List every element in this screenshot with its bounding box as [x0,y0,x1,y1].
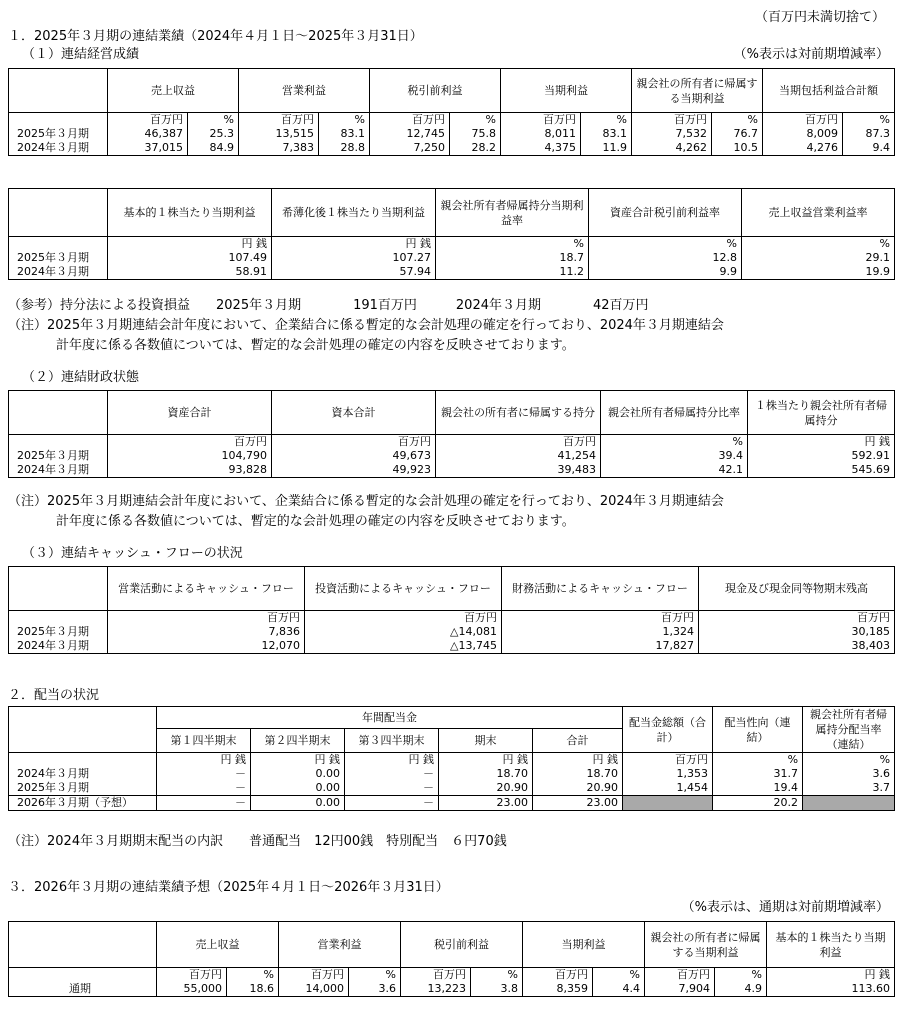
shaded-cell [623,796,713,811]
unit-cell: 百万円 [239,113,319,128]
value-cell: 23.00 [439,796,533,811]
table-header-row [9,922,895,968]
sub2-title: （２）連結財政状態 [22,370,140,385]
table-header-row [9,391,895,435]
value-cell: 0.00 [251,781,345,796]
column-header: 営業活動によるキャッシュ・フロー [108,567,305,611]
value-cell: 83.1 [581,127,632,141]
unit-cell: 円 銭 [533,753,623,768]
value-cell: 4,262 [632,141,712,156]
table-row [9,265,895,280]
unit-cell: 百万円 [436,435,601,450]
value-cell: 28.2 [450,141,501,156]
value-cell: 1,353 [623,767,713,781]
value-cell: 7,904 [645,982,715,997]
column-header: 営業利益 [279,922,401,968]
value-cell: 9.4 [843,141,895,156]
value-cell: － [157,796,251,811]
column-header: 期末 [439,728,533,752]
financial-position-table [8,390,895,478]
column-header: 税引前利益 [370,69,501,113]
value-cell: 19.9 [742,265,895,280]
value-cell: △13,745 [305,639,502,654]
unit-cell: 円 銭 [272,237,436,252]
unit-cell: 円 銭 [439,753,533,768]
unit-row [9,237,895,252]
dividends-table [8,706,895,811]
value-cell: 592.91 [748,449,895,463]
column-header: 第１四半期末 [157,728,251,752]
value-cell: 38,403 [699,639,895,654]
value-cell: 12,745 [370,127,450,141]
shaded-cell [803,796,895,811]
value-cell: 1,454 [623,781,713,796]
unit-cell: 円 銭 [748,435,895,450]
unit-cell: 百万円 [502,611,699,626]
row-label: 2024年３月期 [9,141,108,156]
unit-cell: % [593,968,645,983]
corner-cell [9,391,108,435]
value-cell: 20.2 [713,796,803,811]
unit-cell: 百万円 [699,611,895,626]
unit-cell: % [227,968,279,983]
value-cell: 46,387 [108,127,188,141]
unit-cell: 百万円 [272,435,436,450]
value-cell: 3.7 [803,781,895,796]
value-cell: 18.70 [439,767,533,781]
value-cell: 545.69 [748,463,895,478]
corner-cell [9,189,108,237]
column-header: 当期利益 [523,922,645,968]
table-row [9,767,895,781]
unit-cell: % [319,113,370,128]
value-cell: － [157,767,251,781]
value-cell: 4.4 [593,982,645,997]
value-cell: 11.2 [436,265,589,280]
row-label: 2025年３月期 [9,251,108,265]
unit-cell: 円 銭 [157,753,251,768]
value-cell: 20.90 [439,781,533,796]
value-cell: 3.6 [803,767,895,781]
section2-title: ２．配当の状況 [8,688,100,703]
value-cell: 18.7 [436,251,589,265]
cash-flow-table [8,566,895,654]
column-header: 基本的１株当たり当期利益 [108,189,272,237]
column-header: 合計 [533,728,623,752]
unit-cell: 百万円 [632,113,712,128]
unit-note: （百万円未満切捨て） [754,10,885,25]
column-header: 基本的１株当たり当期利益 [767,922,895,968]
column-header: 税引前利益 [401,922,523,968]
value-cell: － [157,781,251,796]
unit-cell: % [742,237,895,252]
value-cell: 113.60 [767,982,895,997]
unit-cell: % [581,113,632,128]
sub1-right-note: （%表示は対前期増減率） [733,47,889,62]
value-cell: 12.8 [589,251,742,265]
value-cell: 49,673 [272,449,436,463]
value-cell: 49,923 [272,463,436,478]
value-cell: 4,276 [763,141,843,156]
section3-title: ３．2026年３月期の連結業績予想（2025年４月１日～2026年３月31日） [8,880,449,895]
column-header: 資産合計 [108,391,272,435]
table-row [9,251,895,265]
value-cell: 7,250 [370,141,450,156]
unit-row [9,113,895,128]
value-cell: 7,836 [108,625,305,639]
value-cell: 14,000 [279,982,349,997]
value-cell: 13,223 [401,982,471,997]
unit-cell: 百万円 [157,968,227,983]
table-row [9,796,895,811]
value-cell: 37,015 [108,141,188,156]
value-cell: 13,515 [239,127,319,141]
unit-cell: 円 銭 [251,753,345,768]
unit-cell: 百万円 [370,113,450,128]
row-label: 2024年３月期 [9,639,108,654]
unit-cell: % [349,968,401,983]
column-header: 売上収益 [157,922,279,968]
column-header: １株当たり親会社所有者帰属持分 [748,391,895,435]
row-label: 2025年３月期 [9,781,157,796]
value-cell: 7,532 [632,127,712,141]
value-cell: 12,070 [108,639,305,654]
column-header: 売上収益 [108,69,239,113]
column-header: 現金及び現金同等物期末残高 [699,567,895,611]
column-header: 配当金総額（合計） [623,707,713,753]
value-cell: 93,828 [108,463,272,478]
row-label: 2025年３月期 [9,625,108,639]
value-cell: 25.3 [188,127,239,141]
table-row [9,141,895,156]
value-cell: 39,483 [436,463,601,478]
value-cell: 55,000 [157,982,227,997]
row-label: 2024年３月期 [9,463,108,478]
unit-cell: 百万円 [108,435,272,450]
column-header: 資産合計税引前利益率 [589,189,742,237]
column-header: 親会社所有者帰属持分配当率（連結） [803,707,895,753]
value-cell: 8,009 [763,127,843,141]
value-cell: 104,790 [108,449,272,463]
unit-cell: 百万円 [279,968,349,983]
row-label: 通期 [9,982,157,997]
column-header: 親会社の所有者に帰属する当期利益 [645,922,767,968]
column-header: 当期包括利益合計額 [763,69,895,113]
column-header: 売上収益営業利益率 [742,189,895,237]
unit-cell: 百万円 [623,753,713,768]
table-header-row [9,567,895,611]
unit-cell: % [450,113,501,128]
column-header: 資本合計 [272,391,436,435]
value-cell: － [345,796,439,811]
value-cell: 4.9 [715,982,767,997]
unit-cell: 百万円 [645,968,715,983]
note2-line2: 計年度に係る各数値については、暫定的な会計処理の確定の内容を反映させております。 [56,514,575,529]
value-cell: 75.8 [450,127,501,141]
unit-cell: 百万円 [501,113,581,128]
unit-cell: 百万円 [108,611,305,626]
group-header: 年間配当金 [157,707,623,729]
value-cell: 107.49 [108,251,272,265]
unit-cell: 円 銭 [345,753,439,768]
forecast-table [8,921,895,997]
value-cell: 57.94 [272,265,436,280]
table-header-row [9,69,895,113]
results-table [8,68,895,156]
value-cell: 19.4 [713,781,803,796]
row-label: 2025年３月期 [9,449,108,463]
unit-cell: % [436,237,589,252]
value-cell: 3.6 [349,982,401,997]
unit-cell: 百万円 [305,611,502,626]
unit-cell: 百万円 [523,968,593,983]
value-cell: 7,383 [239,141,319,156]
value-cell: 42.1 [601,463,748,478]
value-cell: 9.9 [589,265,742,280]
column-header: 投資活動によるキャッシュ・フロー [305,567,502,611]
unit-cell: % [712,113,763,128]
row-label: 2024年３月期 [9,767,157,781]
corner-cell [9,567,108,611]
unit-cell: % [715,968,767,983]
ratios-table [8,188,895,280]
sub1-title: （１）連結経営成績 [22,47,140,62]
column-header: 希薄化後１株当たり当期利益 [272,189,436,237]
sub3-title: （３）連結キャッシュ・フローの状況 [22,546,243,561]
unit-cell: % [713,753,803,768]
value-cell: 0.00 [251,796,345,811]
unit-cell: % [589,237,742,252]
column-header: 親会社所有者帰属持分当期利益率 [436,189,589,237]
value-cell: 8,359 [523,982,593,997]
value-cell: 20.90 [533,781,623,796]
value-cell: 3.8 [471,982,523,997]
column-header: 第３四半期末 [345,728,439,752]
value-cell: △14,081 [305,625,502,639]
unit-row [9,611,895,626]
value-cell: 4,375 [501,141,581,156]
value-cell: 39.4 [601,449,748,463]
unit-cell: 百万円 [401,968,471,983]
row-label: 2026年３月期（予想） [9,796,157,811]
row-label: 2024年３月期 [9,265,108,280]
corner-cell [9,69,108,113]
value-cell: 87.3 [843,127,895,141]
value-cell: 17,827 [502,639,699,654]
unit-cell: % [601,435,748,450]
value-cell: 18.70 [533,767,623,781]
corner-cell [9,922,157,968]
note1-line1: （注）2025年３月期連結会計年度において、企業結合に係る暫定的な会計処理の確定を行っており、2024年３月期連結会 [8,318,724,333]
corner-cell [9,707,157,753]
unit-row [9,435,895,450]
unit-row [9,968,895,983]
section1-title: １．2025年３月期の連結業績（2024年４月１日～2025年３月31日） [8,29,423,44]
unit-cell: 百万円 [763,113,843,128]
unit-cell: % [188,113,239,128]
column-header: 営業利益 [239,69,370,113]
value-cell: 83.1 [319,127,370,141]
table-row [9,781,895,796]
table-row [9,625,895,639]
value-cell: 58.91 [108,265,272,280]
value-cell: － [345,767,439,781]
column-header: 第２四半期末 [251,728,345,752]
column-header: 当期利益 [501,69,632,113]
table-row [9,463,895,478]
table-row [9,449,895,463]
value-cell: 76.7 [712,127,763,141]
row-label: 2025年３月期 [9,127,108,141]
reference-note: （参考）持分法による投資損益 2025年３月期 191百万円 2024年３月期 42百万円 [8,298,649,313]
value-cell: 30,185 [699,625,895,639]
value-cell: 29.1 [742,251,895,265]
value-cell: 18.6 [227,982,279,997]
unit-row [9,753,895,768]
table-header-row [9,707,895,729]
value-cell: 11.9 [581,141,632,156]
value-cell: 41,254 [436,449,601,463]
unit-cell: % [803,753,895,768]
unit-cell: 百万円 [108,113,188,128]
value-cell: － [345,781,439,796]
value-cell: 1,324 [502,625,699,639]
value-cell: 10.5 [712,141,763,156]
dividend-note: （注）2024年３月期期末配当の内訳 普通配当 12円00銭 特別配当 ６円70銭 [8,834,507,849]
value-cell: 31.7 [713,767,803,781]
section3-right-note: （%表示は、通期は対前期増減率） [681,900,889,915]
value-cell: 107.27 [272,251,436,265]
unit-cell: 円 銭 [108,237,272,252]
note2-line1: （注）2025年３月期連結会計年度において、企業結合に係る暫定的な会計処理の確定を行っており、2024年３月期連結会 [8,494,724,509]
table-row [9,982,895,997]
value-cell: 0.00 [251,767,345,781]
value-cell: 28.8 [319,141,370,156]
column-header: 親会社の所有者に帰属する当期利益 [632,69,763,113]
column-header: 親会社の所有者に帰属する持分 [436,391,601,435]
table-header-row [9,189,895,237]
column-header: 親会社所有者帰属持分比率 [601,391,748,435]
value-cell: 8,011 [501,127,581,141]
column-header: 配当性向（連結） [713,707,803,753]
table-row [9,639,895,654]
note1-line2: 計年度に係る各数値については、暫定的な会計処理の確定の内容を反映させております。 [56,338,575,353]
unit-cell: 円 銭 [767,968,895,983]
unit-cell: % [471,968,523,983]
unit-cell: % [843,113,895,128]
value-cell: 84.9 [188,141,239,156]
value-cell: 23.00 [533,796,623,811]
table-row [9,127,895,141]
column-header: 財務活動によるキャッシュ・フロー [502,567,699,611]
